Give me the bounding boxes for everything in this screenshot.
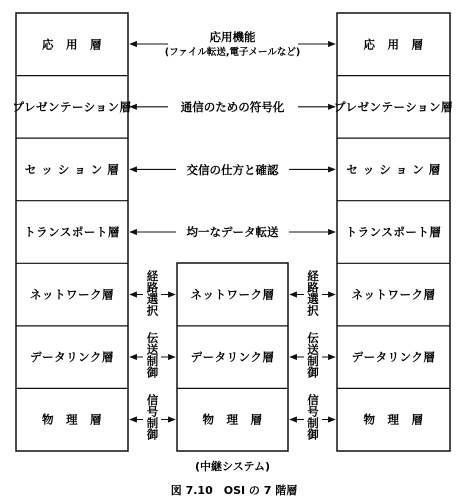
peer-label-session: 交信の仕方と確認 [186, 163, 279, 177]
left-layer-application: 応 用 層 [42, 37, 102, 52]
left-layer-physical: 物 理 層 [42, 412, 102, 427]
hop-label-signal-left: 信号制御 [145, 394, 160, 440]
peer-arrows [130, 44, 335, 232]
right-layer-physical: 物 理 層 [363, 412, 424, 427]
figure-caption: 図 7.10 OSI の 7 階層 [170, 484, 298, 497]
hop-label-routing-left: 経路選択 [145, 270, 160, 316]
relay-layer-network: ネットワーク層 [190, 287, 275, 302]
hop-label-signal-right: 信号制御 [306, 394, 320, 440]
right-layer-presentation: プレゼンテーション層 [333, 100, 454, 114]
hop-label-routing-right: 経路選択 [306, 270, 320, 316]
peer-label-transport: 均一なデータ転送 [186, 225, 279, 239]
left-layer-network: ネットワーク層 [30, 287, 114, 302]
left-layer-presentation: プレゼンテーション層 [12, 100, 132, 114]
relay-caption: (中継システム) [195, 460, 270, 473]
right-stack [334, 13, 453, 451]
hop-label-transmission-left: 伝送制御 [145, 332, 160, 378]
peer-label-application: 応用機能 [209, 30, 256, 44]
right-layer-network: ネットワーク層 [351, 287, 436, 302]
relay-stack [177, 263, 288, 451]
peer-label-presentation: 通信のための符号化 [180, 100, 285, 114]
hop-label-transmission-right: 伝送制御 [306, 332, 320, 378]
relay-layer-physical: 物 理 層 [202, 412, 263, 427]
left-layer-datalink: データリンク層 [30, 350, 114, 364]
left-layer-transport: トランスポート層 [24, 225, 120, 239]
right-layer-application: 応 用 層 [363, 37, 424, 52]
right-layer-session: セ ッ シ ョ ン 層 [346, 162, 441, 177]
relay-layer-datalink: データリンク層 [190, 350, 275, 364]
left-layer-session: セ ッ シ ョ ン 層 [24, 162, 120, 177]
right-layer-transport: トランスポート層 [345, 225, 442, 239]
right-layer-datalink: データリンク層 [351, 350, 436, 364]
peer-sublabel-application: (ファイル転送,電子メールなど) [164, 47, 301, 58]
left-stack [12, 13, 131, 451]
